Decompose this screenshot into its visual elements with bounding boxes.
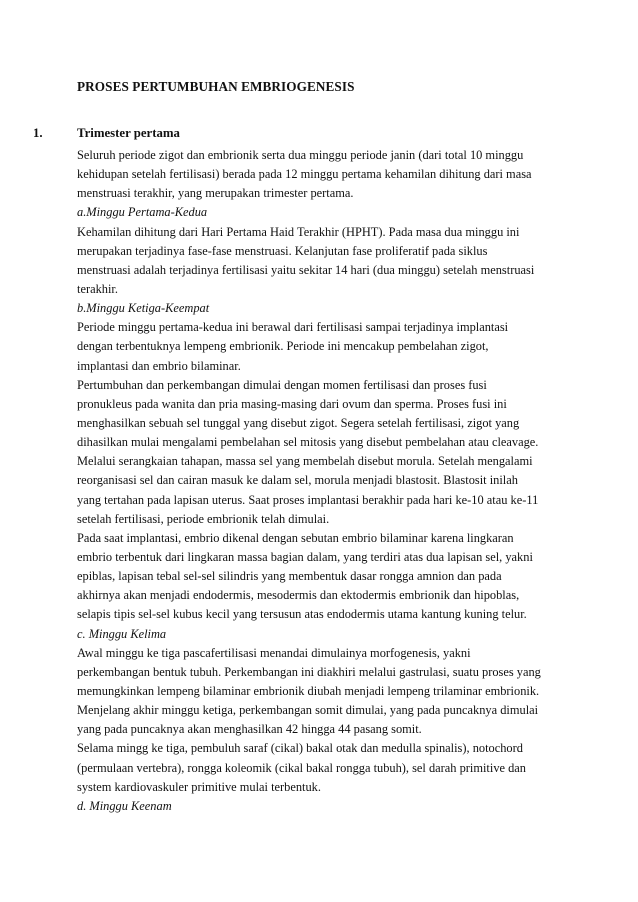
body-text-line: system kardiovaskuler primitive mulai terbentuk. (77, 779, 321, 794)
body-text-line: dihasilkan mulai mengalami pembelahan sel mitosis yang disebut pembelahan atau cleavage. (77, 435, 539, 450)
section-heading (33, 126, 180, 141)
body-text-line: perkembangan bentuk tubuh. Perkembangan ini diakhiri melalui gastrulasi, suatu proses yang (77, 664, 541, 679)
section-number: 1. (33, 126, 43, 140)
body-text-line: merupakan terjadinya fase-fase menstruasi. Kelanjutan fase proliferatif pada siklus (77, 243, 488, 258)
body-text-line: epiblas, lapisan tebal sel-sel silindris yang membentuk dasar rongga amnion dan pada (77, 569, 502, 584)
body-text-line: Awal minggu ke tiga pascafertilisasi menandai dimulainya morfogenesis, yakni (77, 645, 471, 660)
section-body (77, 146, 567, 816)
subsection-heading: a.Minggu Pertama-Kedua (77, 205, 208, 220)
body-text-line: setelah fertilisasi, periode embrionik telah dimulai. (77, 511, 330, 526)
body-text-line: reorganisasi sel dan cairan masuk ke dalam sel, morula menjadi blastosit. Blastosit inilah (77, 473, 518, 488)
section-title: Trimester pertama (77, 126, 180, 140)
body-text-line: Pada saat implantasi, embrio dikenal dengan sebutan embrio bilaminar karena lingkaran (77, 530, 514, 545)
body-text-line: akhirnya akan menjadi endodermis, mesodermis dan ektodermis embrionik dan hipoblas, (77, 588, 520, 603)
body-text-line: implantasi dan embrio bilaminar. (77, 358, 241, 373)
body-text-line: Kehamilan dihitung dari Hari Pertama Haid Terakhir (HPHT). Pada masa dua minggu ini (77, 224, 520, 239)
body-text-line: Melalui serangkaian tahapan, massa sel yang membelah disebut morula. Setelah mengalami (77, 454, 533, 469)
body-text-line: Selama mingg ke tiga, pembuluh saraf (cikal) bakal otak dan medulla spinalis), notochord (77, 741, 523, 756)
body-text-line: menstruasi terakhir, yang merupakan trimester pertama. (77, 186, 354, 201)
body-text-line: pronukleus pada wanita dan pria masing-masing dari ovum dan sperma. Proses fusi ini (77, 396, 507, 411)
body-text-line: selapis tipis sel-sel kubus kecil yang tersusun atas endodermis utama kantung kuning telur. (77, 607, 527, 622)
page-title: PROSES PERTUMBUHAN EMBRIOGENESIS (77, 79, 355, 94)
body-text-line: yang pada puncaknya akan menghasilkan 42 hingga 44 pasang somit. (77, 722, 422, 737)
subsection-heading: b.Minggu Ketiga-Keempat (77, 301, 210, 316)
body-text-line: (permulaan vertebra), rongga koleomik (cikal bakal rongga tubuh), sel darah primitive dan (77, 760, 526, 775)
body-text-line: menstruasi adalah terjadinya fertilisasi yaitu sekitar 14 hari (dua minggu) setelah menstruasi (77, 262, 535, 277)
body-text-line: yang tertahan pada lapisan uterus. Saat proses implantasi berakhir pada hari ke-10 atau ke-11 (77, 492, 539, 507)
body-text-line: terakhir. (77, 281, 118, 296)
body-text-line: dengan terbentuknya lempeng embrionik. Periode ini mencakup pembelahan zigot, (77, 339, 489, 354)
body-text-line: Periode minggu pertama-kedua ini berawal dari fertilisasi sampai terjadinya implantasi (77, 320, 509, 335)
body-text-line: embrio terbentuk dari lingkaran massa bagian dalam, yang terdiri atas dua lapisan sel, yakni (77, 549, 533, 564)
body-text-line: Pertumbuhan dan perkembangan dimulai dengan momen fertilisasi dan proses fusi (77, 377, 487, 392)
body-text-line: memungkinkan lempeng bilaminar embrionik diubah menjadi lempeng trilaminar embrionik. (77, 683, 540, 698)
subsection-heading: c. Minggu Kelima (77, 626, 167, 641)
body-text-line: menghasilkan sebuah sel tunggal yang disebut zigot. Segera setelah fertilisasi, zigot yang (77, 415, 520, 430)
body-text-line: Menjelang akhir minggu ketiga, perkembangan somit dimulai, yang pada puncaknya dimulai (77, 703, 539, 718)
body-text-line: kehidupan setelah fertilisasi) berada pada 12 minggu pertama kehamilan dihitung dari masa (77, 167, 532, 182)
body-text-line: Seluruh periode zigot dan embrionik serta dua minggu periode janin (dari total 10 minggu (77, 148, 524, 162)
subsection-heading: d. Minggu Keenam (77, 798, 172, 813)
